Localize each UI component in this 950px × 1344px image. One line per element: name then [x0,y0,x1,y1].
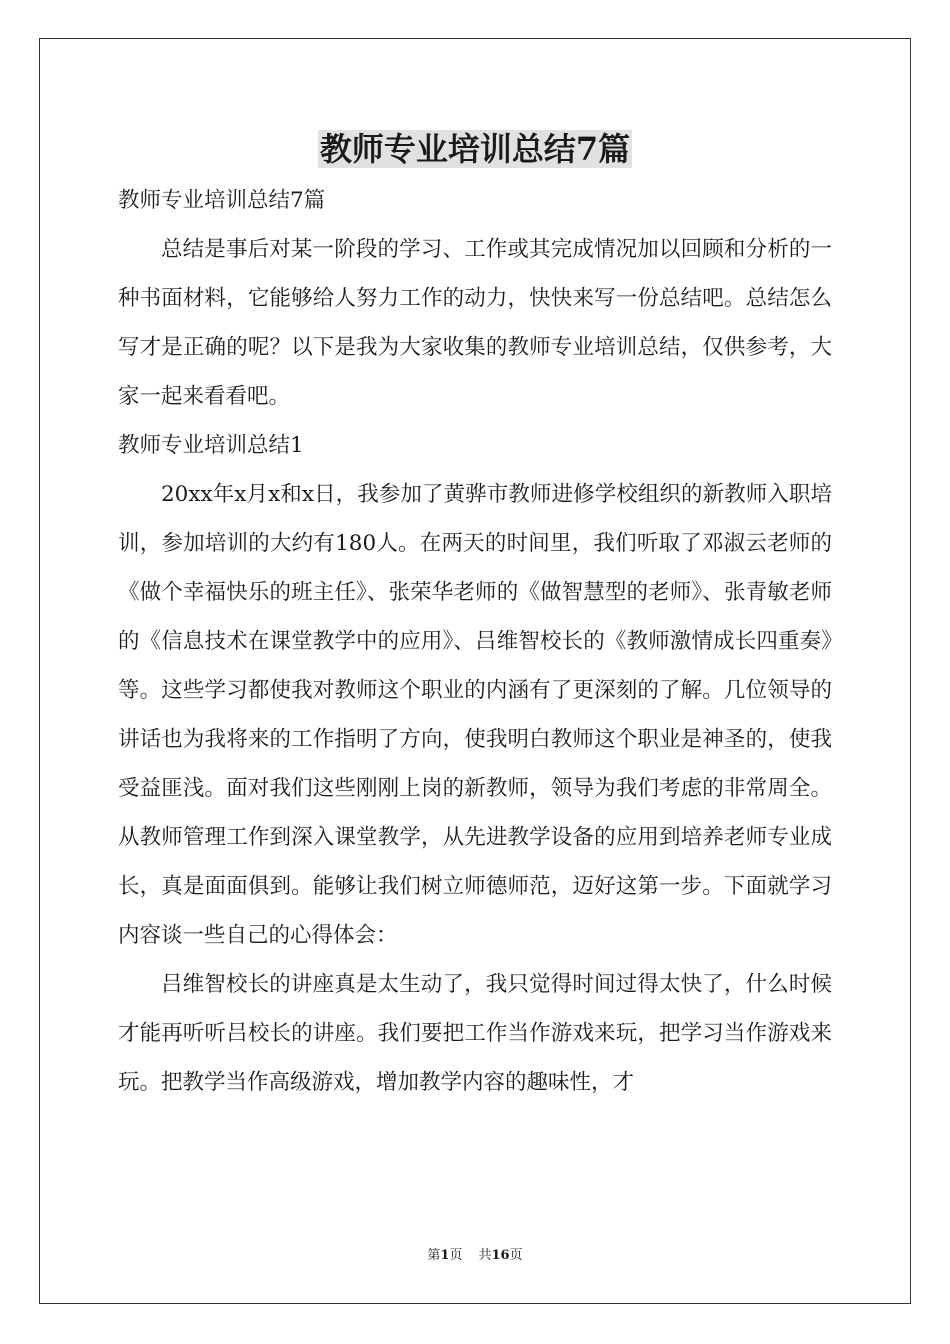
page-footer [0,1246,950,1266]
document-body [118,176,832,1107]
document-title [0,126,950,172]
body-paragraph: 20xx年x月x和x日，我参加了黄骅市教师进修学校组织的新教师入职培训，参加培训的大约有180人。在两天的时间里，我们听取了邓淑云老师的《做个幸福快乐的班主任》、张荣华老师的《做智慧型的老师》、张青敏老师的《信息技术在课堂教学中的应用》、吕维智校长的《教师激情成长四重奏》等。这些学习都使我对教师这个职业的内涵有了更深刻的了解。几位领导的讲话也为我将来的工作指明了方向，使我明白教师这个职业是神圣的，使我受益匪浅。面对我们这些刚刚上岗的新教师，领导为我们考虑的非常周全。从教师管理工作到深入课堂教学，从先进教学设备的应用到培养老师专业成长，真是面面俱到。能够让我们树立师德师范，迈好这第一步。下面就学习内容谈一些自己的心得体会： [118,482,832,948]
subtitle-paragraph: 教师专业培训总结7篇 [118,188,326,213]
intro-paragraph: 总结是事后对某一阶段的学习、工作或其完成情况加以回顾和分析的一种书面材料，它能够给人努力工作的动力，快快来写一份总结吧。总结怎么写才是正确的呢？以下是我为大家收集的教师专业培训总结，仅供参考，大家一起来看看吧。 [118,237,832,409]
page-prefix: 第 [427,1248,441,1263]
total-page-count: 16 [491,1248,510,1263]
current-page-number: 1 [440,1248,450,1263]
total-prefix: 共 [478,1248,492,1263]
body-paragraph: 吕维智校长的讲座真是太生动了，我只觉得时间过得太快了，什么时候才能再听听吕校长的讲座。我们要把工作当作游戏来玩，把学习当作游戏来玩。把教学当作高级游戏，增加教学内容的趣味性，才 [118,972,832,1095]
section-heading: 教师专业培训总结1 [118,433,304,458]
total-unit: 页 [509,1248,523,1263]
document-title-text: 教师专业培训总结7篇 [319,130,631,168]
page-unit: 页 [449,1248,463,1263]
